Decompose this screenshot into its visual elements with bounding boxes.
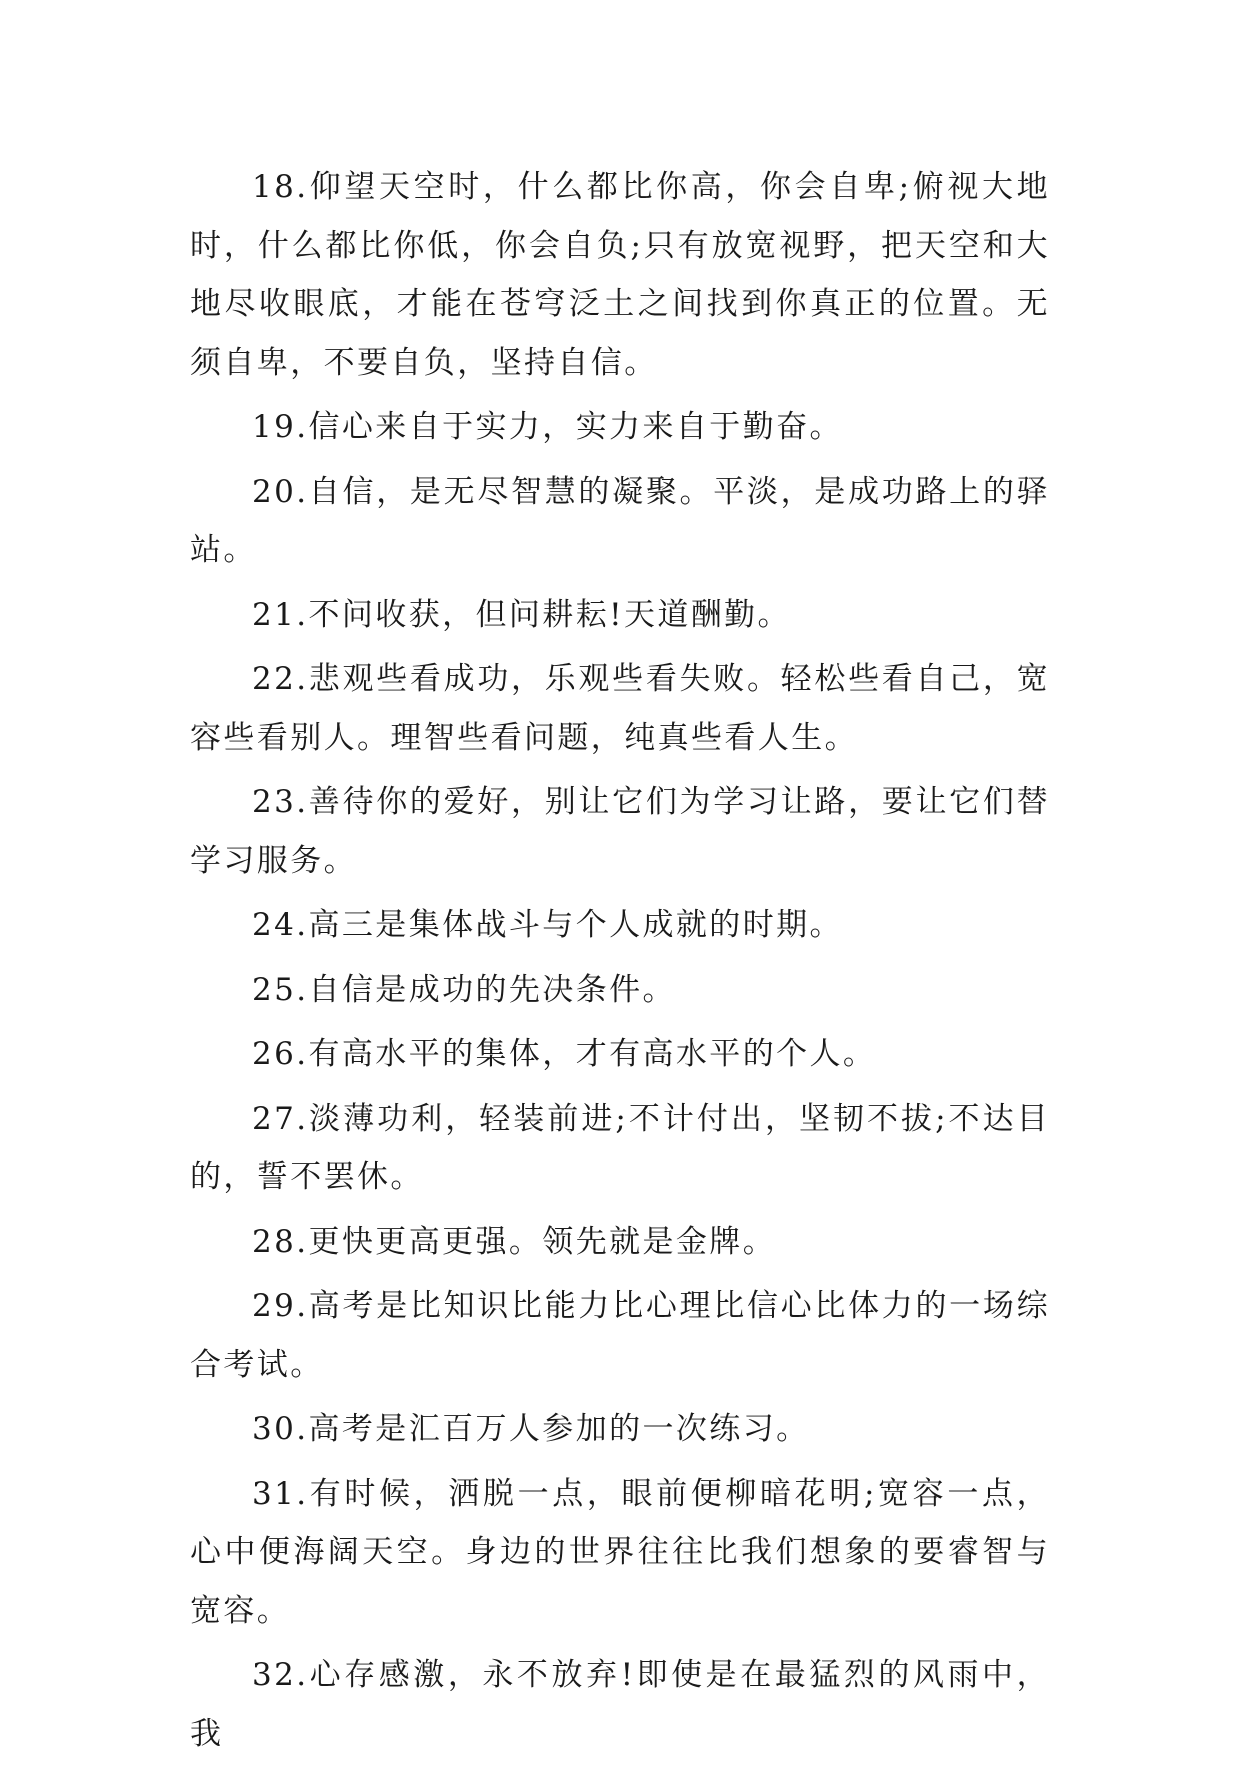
quote-paragraph-24: 24.高三是集体战斗与个人成就的时期。 bbox=[252, 907, 843, 943]
quote-paragraph-32: 32.心存感激，永不放弃!即使是在最猛烈的风雨中，我 bbox=[190, 1657, 1050, 1752]
quote-paragraph-30: 30.高考是汇百万人参加的一次练习。 bbox=[252, 1411, 810, 1447]
quote-paragraph-21: 21.不问收获，但问耕耘!天道酬勤。 bbox=[252, 596, 791, 633]
quote-paragraph-20: 20.自信，是无尽智慧的凝聚。平淡，是成功路上的驿站。 bbox=[190, 473, 1050, 568]
quote-paragraph-18: 18.仰望天空时，什么都比你高，你会自卑;俯视大地时，什么都比你低，你会自负;只有放宽视野，把天空和大地尽收眼底，才能在苍穹泛土之间找到你真正的位置。无须自卑，不要自负，坚持自信。 bbox=[190, 169, 1050, 381]
quote-paragraph-19: 19.信心来自于实力，实力来自于勤奋。 bbox=[252, 409, 843, 445]
document-body bbox=[190, 158, 1050, 1769]
quote-paragraph-25: 25.自信是成功的先决条件。 bbox=[252, 971, 676, 1008]
quote-paragraph-29: 29.高考是比知识比能力比心理比信心比体力的一场综合考试。 bbox=[190, 1288, 1050, 1383]
quote-paragraph-23: 23.善待你的爱好，别让它们为学习让路，要让它们替学习服务。 bbox=[190, 784, 1050, 879]
quote-paragraph-26: 26.有高水平的集体，才有高水平的个人。 bbox=[252, 1036, 877, 1072]
quote-paragraph-28: 28.更快更高更强。领先就是金牌。 bbox=[252, 1223, 777, 1260]
quote-paragraph-22: 22.悲观些看成功，乐观些看失败。轻松些看自己，宽容些看别人。理智些看问题，纯真些看人生。 bbox=[190, 661, 1050, 756]
quote-paragraph-27: 27.淡薄功利，轻装前进;不计付出，坚韧不拔;不达目的，誓不罢休。 bbox=[190, 1100, 1050, 1195]
quote-paragraph-31: 31.有时候，洒脱一点，眼前便柳暗花明;宽容一点，心中便海阔天空。身边的世界往往比我们想象的要睿智与宽容。 bbox=[190, 1475, 1050, 1629]
